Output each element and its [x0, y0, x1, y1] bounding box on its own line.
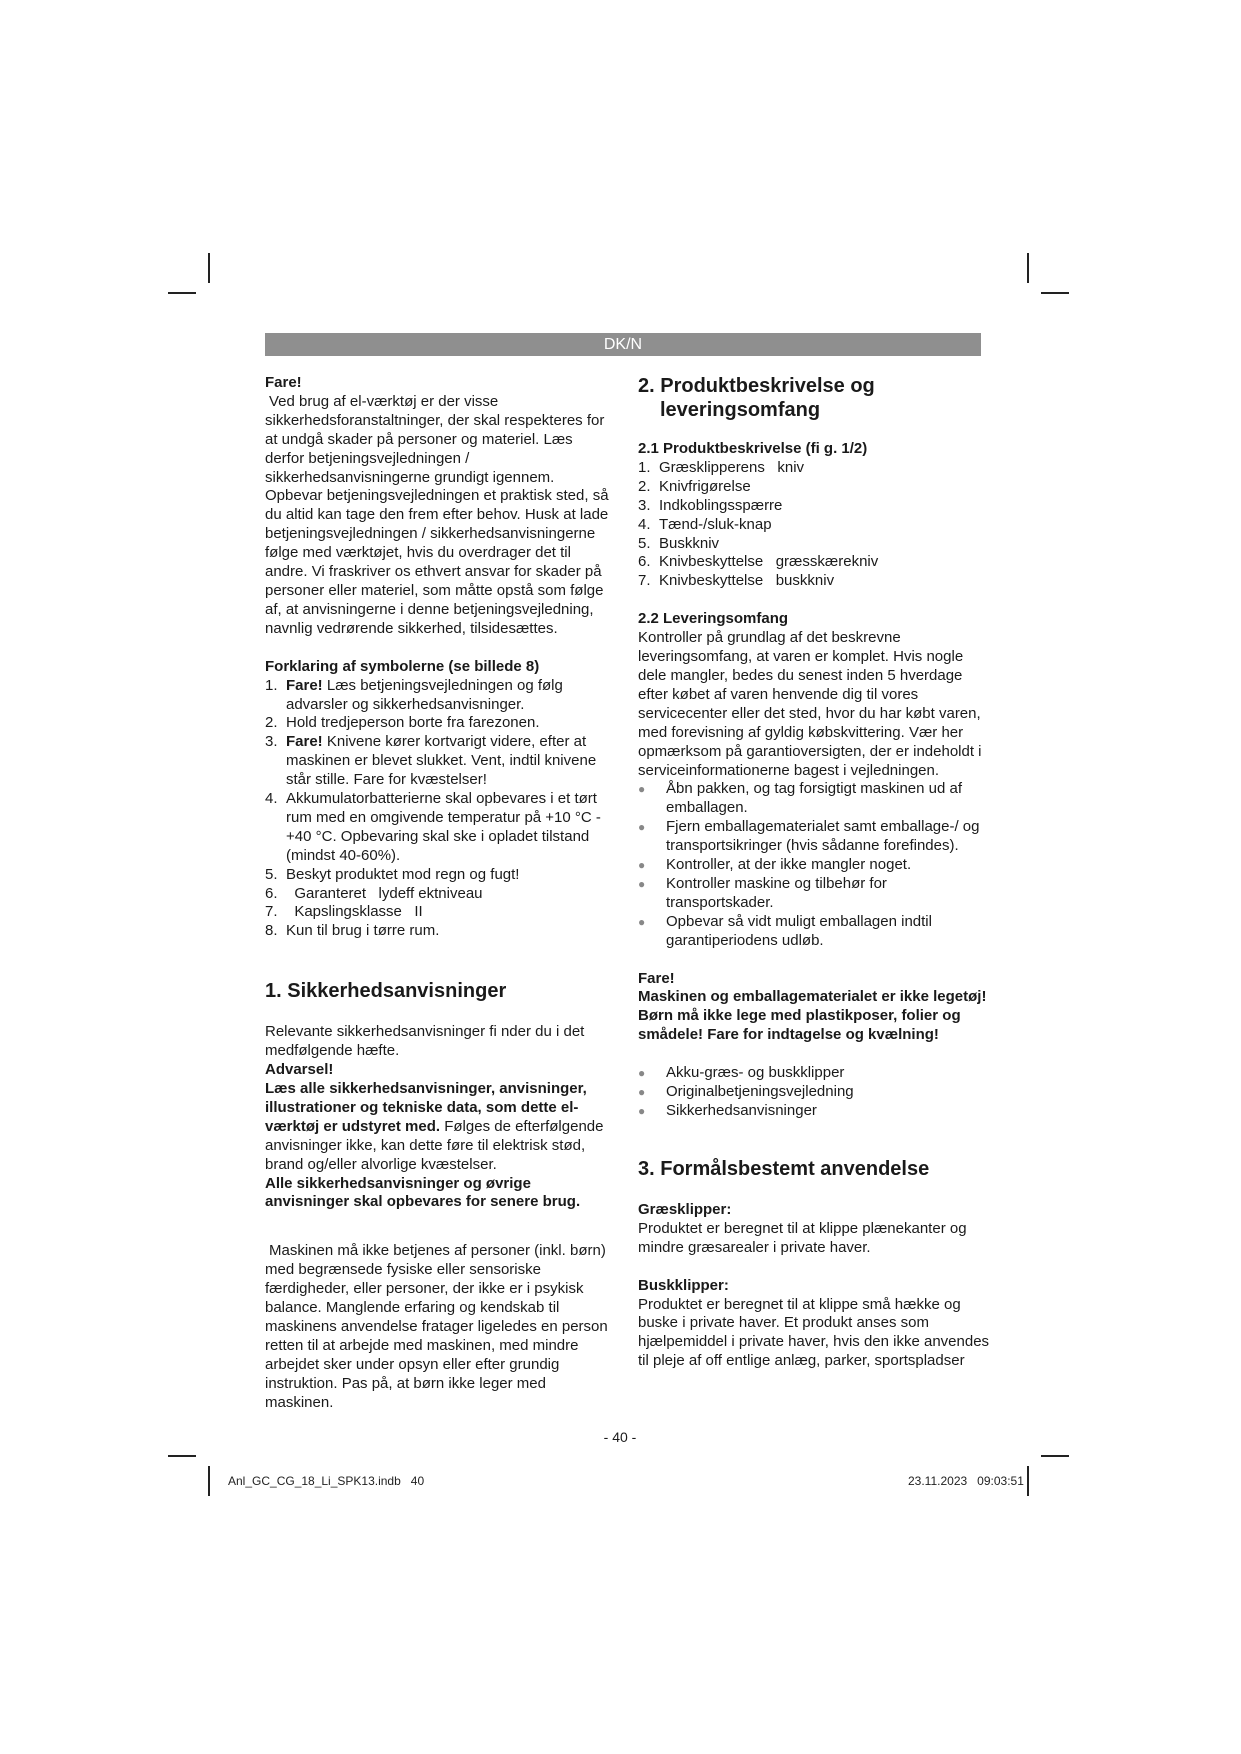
item-number: 7. — [265, 903, 278, 921]
item-number: 2. — [638, 477, 651, 495]
item-text: Beskyt produktet mod regn og fugt! — [286, 865, 520, 883]
item-text: Åbn pakken, og tag forsigtigt maskinen ud af emballagen. — [666, 780, 963, 817]
item-bold: Fare! — [286, 733, 323, 751]
item-text: Hold tredjeperson borte fra farezonen. — [286, 714, 540, 732]
crop-mark — [1041, 1455, 1069, 1457]
busk-paragraph: Produktet er beregnet til at klippe små hække og buske i private haver. Et produkt anses som hjælpemiddel i private haver, hvis den ikke anvendes til pleje af off entlige anlæg, parker, sportspladser — [638, 1295, 990, 1370]
symbols-list — [265, 677, 615, 942]
page-number: - 40 - — [603, 1429, 637, 1445]
s22-heading: 2.2 Leveringsomfang — [638, 610, 789, 628]
item-text: Tænd-/sluk-knap — [659, 515, 772, 533]
footer-timestamp: 23.11.2023 09:03:51 — [908, 1474, 1024, 1488]
s1-warning-paragraph — [265, 1080, 615, 1175]
symbols-heading: Forklaring af symbolerne (se billede 8) — [265, 657, 540, 675]
list-item — [638, 459, 990, 478]
footer-file: Anl_GC_CG_18_Li_SPK13.indb 40 — [228, 1474, 425, 1488]
item-number: 2. — [265, 714, 278, 732]
item-number: 5. — [265, 865, 278, 883]
section-2-title-line2: leveringsomfang — [660, 399, 821, 421]
s1-intro: Relevante sikkerhedsanvisninger fi nder du i det medfølgende hæfte. — [265, 1023, 585, 1060]
item-text: Akkumulatorbatterierne skal opbevares i et tørt rum med en omgivende temperatur på +10 °C - +40 °C. Opbevaring skal ske i opladet tilstand (mindst 40-60%). — [286, 790, 601, 864]
list-item — [265, 790, 615, 866]
bullet-icon: ● — [638, 914, 646, 929]
bullet-icon: ● — [638, 1104, 646, 1118]
fare-warning-right: Maskinen og emballagematerialet er ikke legetøj! Børn må ikke lege med plastikposer, folier og smådele! Fare for indtagelse og kvælning! — [638, 988, 987, 1044]
section-3-title: 3. Formålsbestemt anvendelse — [638, 1157, 930, 1180]
list-item — [265, 885, 615, 904]
bullet-icon: ● — [638, 1085, 646, 1100]
graes-heading: Græsklipper: — [638, 1200, 732, 1218]
bullet-icon: ● — [638, 820, 646, 835]
item-text: Originalbetjeningsvejledning — [666, 1083, 854, 1101]
item-bold: Fare! — [286, 676, 323, 694]
fare-paragraph: Ved brug af el-værktøj er der visse sikkerhedsforanstaltninger, der skal respekteres for at undgå skader på personer og materiel. Læs derfor betjeningsvejledningen / sikkerhedsanvisningerne grundigt igennem. Opbevar betjeningsvejledningen et praktisk sted, så du altid kan tage den frem efter behov. Husk at lade betjeningsvejledningen / sikkerhedsanvisningerne følge med værktøjet, hvis du overdrager det til andre. Vi fraskriver os ethvert ansvar for skader på personer eller materiel, som måtte opstå som følge af, at anvisningerne i denne betjeningsvejledning, navnlig vedrørende sikkerhed, tilsidesættes. — [265, 392, 609, 637]
left-column — [265, 374, 615, 1413]
item-number: 6. — [265, 884, 278, 902]
section-1-title: 1. Sikkerhedsanvisninger — [265, 980, 507, 1003]
list-item — [638, 1083, 990, 1102]
bullet-icon: ● — [638, 1066, 646, 1081]
item-text: Knivbeskyttelse græsskærekniv — [659, 553, 879, 571]
item-text: Kontroller maskine og tilbehør for transportskader. — [666, 874, 887, 911]
crop-mark — [208, 253, 210, 283]
right-column — [638, 374, 990, 1371]
bullet-icon: ● — [638, 782, 646, 797]
crop-mark — [1041, 292, 1069, 294]
item-number: 4. — [638, 515, 651, 533]
item-number: 7. — [638, 572, 651, 590]
item-number: 3. — [638, 496, 651, 514]
list-item — [638, 572, 990, 591]
item-text: Kapslingsklasse II — [286, 903, 423, 921]
item-text: Fjern emballagematerialet samt emballage-/ og transportsikringer (hvis sådanne forefindes). — [666, 818, 980, 855]
language-header: DK/N — [265, 333, 981, 356]
crop-mark — [1027, 253, 1029, 283]
list-item — [638, 875, 990, 913]
item-text: Akku-græs- og buskklipper — [666, 1064, 845, 1082]
parts-list — [638, 459, 990, 591]
item-number: 8. — [265, 922, 278, 940]
list-item — [265, 922, 615, 941]
list-item — [638, 856, 990, 875]
s1-keep-instructions: Alle sikkerhedsanvisninger og øvrige anvisninger skal opbevares for senere brug. — [265, 1174, 581, 1211]
crop-mark — [168, 1455, 196, 1457]
crop-mark — [168, 292, 196, 294]
section-2-title-line1: 2. Produktbeskrivelse og — [638, 375, 875, 397]
item-number: 1. — [265, 676, 278, 694]
item-text: Indkoblingsspærre — [659, 496, 783, 514]
item-number: 3. — [265, 733, 278, 751]
section-2-title — [638, 374, 990, 422]
list-item — [638, 553, 990, 572]
scope-list — [638, 1064, 990, 1121]
list-item — [265, 903, 615, 922]
item-text: Garanteret lydeff ektniveau — [286, 884, 483, 902]
crop-mark — [1027, 1466, 1029, 1496]
item-number: 1. — [638, 458, 651, 476]
item-text: Sikkerhedsanvisninger — [666, 1102, 817, 1119]
list-item — [638, 818, 990, 856]
item-text: Græsklipperens kniv — [659, 458, 805, 476]
item-text: Knivbeskyttelse buskkniv — [659, 572, 835, 590]
item-text: Buskkniv — [659, 534, 720, 552]
graes-paragraph: Produktet er beregnet til at klippe plænekanter og mindre græsarealer i private haver. — [638, 1219, 967, 1256]
s1-users-paragraph: Maskinen må ikke betjenes af personer (inkl. børn) med begrænsede fysiske eller sensoriske færdigheder, eller personer, der ikke er i psykisk balance. Manglende erfaring og kendskab til maskinens anvendelse fratager ligeledes en person retten til at arbejde med maskinen, med mindre arbejdet sker under opsyn eller efter grundig instruktion. Pas på, at børn ikke leger med maskinen. — [265, 1242, 608, 1411]
s21-heading: 2.1 Produktbeskrivelse (fi g. 1/2) — [638, 440, 868, 457]
delivery-checklist — [638, 780, 990, 950]
item-text: Læs betjeningsvejledningen og følg advarsler og sikkerhedsanvisninger. — [286, 676, 563, 713]
bullet-icon: ● — [638, 858, 646, 873]
s1-warning-bold: Læs alle sikkerhedsanvisninger, anvisninger, illustrationer og tekniske data, som dette el-værktøj er udstyret med. — [265, 1080, 587, 1135]
list-item — [638, 913, 990, 951]
bullet-icon: ● — [638, 876, 646, 891]
list-item — [638, 780, 990, 818]
list-item — [638, 535, 990, 554]
item-text: Knivfrigørelse — [659, 477, 751, 495]
list-item — [638, 1064, 990, 1083]
item-number: 6. — [638, 553, 651, 571]
list-item — [638, 1102, 990, 1121]
list-item — [265, 677, 615, 715]
list-item — [265, 714, 615, 733]
crop-mark — [208, 1466, 210, 1496]
s22-paragraph: Kontroller på grundlag af det beskrevne leveringsomfang, at varen er komplet. Hvis nogle dele mangler, bedes du senest inden 5 hverdage efter købet af varen henvende dig til vores servicecenter eller det sted, hvor du har købt varen, med forevisning af gyldig købskvittering. Vær her opmærksom på garantioversigten, der er indeholdt i serviceinformationerne bagest i vejledningen. — [638, 629, 982, 779]
list-item — [638, 516, 990, 535]
list-item — [265, 733, 615, 790]
item-number: 4. — [265, 790, 278, 808]
item-number: 5. — [638, 534, 651, 552]
fare-heading-right: Fare! — [638, 969, 675, 987]
list-item — [638, 478, 990, 497]
advarsel-heading: Advarsel! — [265, 1061, 334, 1079]
busk-heading: Buskklipper: — [638, 1276, 729, 1294]
list-item — [638, 497, 990, 516]
s1-warning-text: Følges de efterfølgende anvisninger ikke, kan dette føre til elektrisk stød, brand og/eller alvorlige kvæstelser. — [265, 1117, 604, 1173]
fare-heading: Fare! — [265, 374, 302, 391]
item-text: Kontroller, at der ikke mangler noget. — [666, 856, 912, 874]
list-item — [265, 866, 615, 885]
item-text: Knivene kører kortvarigt videre, efter at maskinen er blevet slukket. Vent, indtil knivene står stille. Fare for kvæstelser! — [286, 733, 597, 789]
item-text: Opbevar så vidt muligt emballagen indtil garantiperiodens udløb. — [666, 912, 932, 949]
item-text: Kun til brug i tørre rum. — [286, 922, 440, 940]
